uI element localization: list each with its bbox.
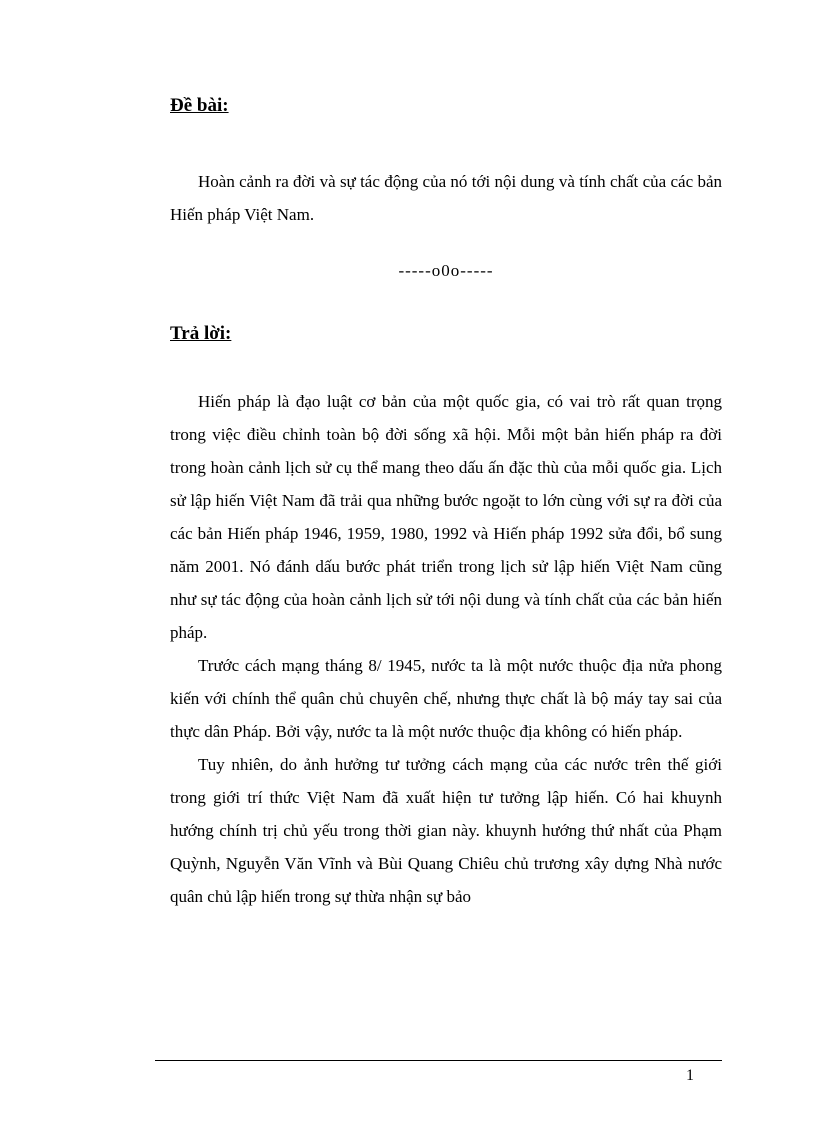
answer-paragraph: Tuy nhiên, do ảnh hưởng tư tưởng cách mạng của các nước trên thế giới trong giới trí thức Việt Nam đã xuất hiện tư tưởng lập hiến. Có hai khuynh hướng chính trị chủ yếu trong thời gian này. khuynh hướng thứ nhất của Phạm Quỳnh, Nguyễn Văn Vĩnh và Bùi Quang Chiêu chủ trương xây dựng Nhà nước quân chủ lập hiến trong sự thừa nhận sự bảo — [170, 755, 722, 906]
page-content — [170, 95, 722, 913]
answer-paragraph: Hiến pháp là đạo luật cơ bản của một quốc gia, có vai trò rất quan trọng trong việc điều chỉnh toàn bộ đời sống xã hội. Mỗi một bản hiến pháp ra đời trong hoàn cảnh lịch sử cụ thể mang theo dấu ấn đặc thù của mỗi quốc gia. Lịch sử lập hiến Việt Nam đã trải qua những bước ngoặt to lớn cùng với sự ra đời của các bản Hiến pháp 1946, 1959, 1980, 1992 và Hiến pháp 1992 sửa đổi, bổ sung năm 2001. Nó đánh dấu bước phát triển trong lịch sử lập hiến Việt Nam cũng như sự tác động của hoàn cảnh lịch sử tới nội dung và tính chất của các bản hiến pháp. — [170, 392, 722, 642]
question-text: Hoàn cảnh ra đời và sự tác động của nó tới nội dung và tính chất của các bản Hiến pháp Việt Nam. — [170, 172, 722, 224]
answer-paragraph: Trước cách mạng tháng 8/ 1945, nước ta là một nước thuộc địa nửa phong kiến với chính thể quân chủ chuyên chế, nhưng thực chất là bộ máy tay sai của thực dân Pháp. Bởi vậy, nước ta là một nước thuộc địa không có hiến pháp. — [170, 656, 722, 741]
page-number: 1 — [686, 1067, 694, 1084]
footer-rule — [155, 1060, 722, 1061]
section-divider: -----o0o----- — [398, 261, 494, 280]
page-footer — [155, 1060, 722, 1085]
answer-heading: Trả lời: — [170, 323, 232, 344]
question-heading: Đề bài: — [170, 95, 229, 116]
